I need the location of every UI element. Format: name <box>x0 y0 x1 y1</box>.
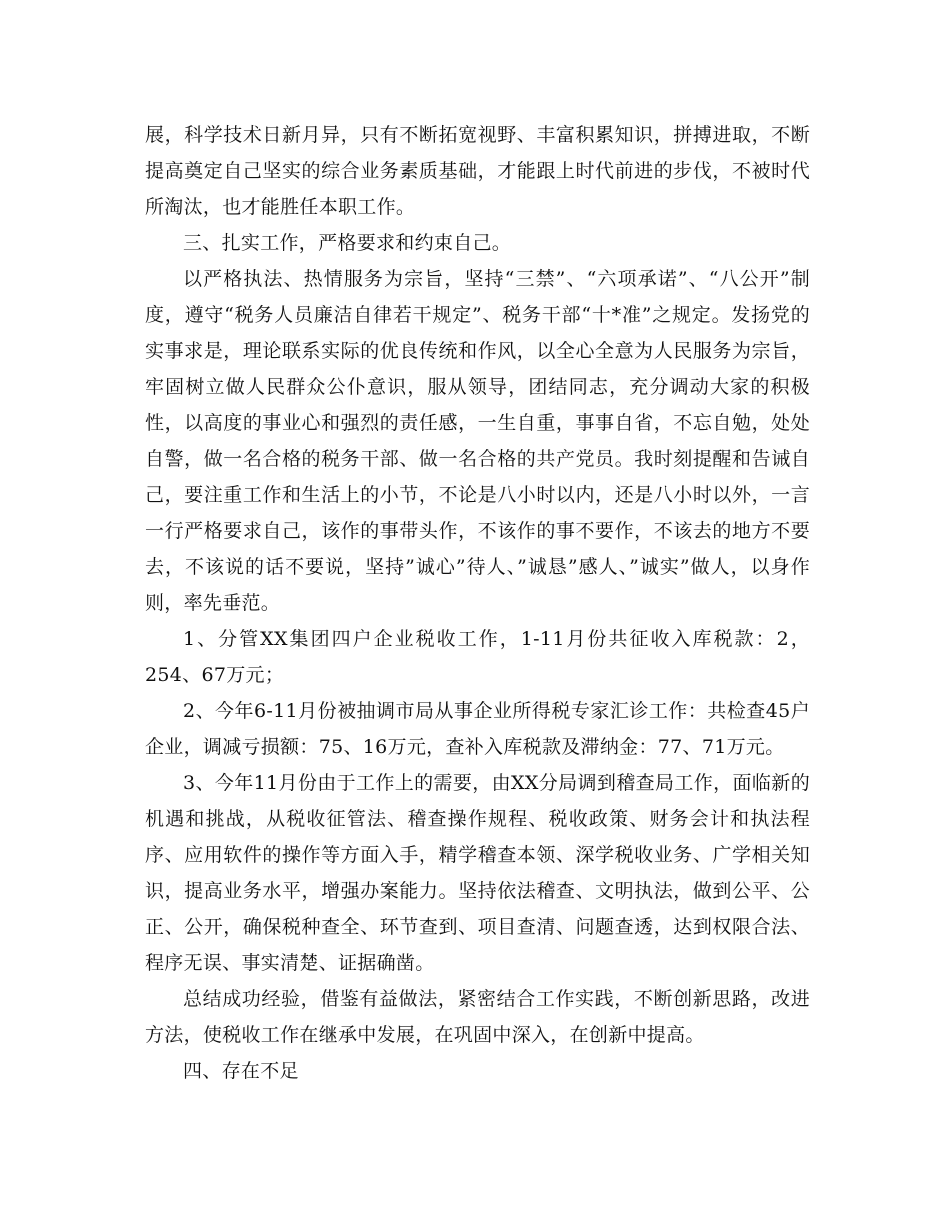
paragraph-summary: 总结成功经验，借鉴有益做法，紧密结合工作实践，不断创新思路，改进方法，使税收工作在继承中发展，在巩固中深入，在创新中提高。 <box>145 988 810 1046</box>
section-heading-three: 三、扎实工作，严格要求和约束自己。 <box>183 232 512 254</box>
paragraph-conduct: 以严格执法、热情服务为宗旨，坚持“三禁”、“六项承诺”、“八公开”制度，遵守“税务人员廉洁自律若干规定”、税务干部“十*准”之规定。发扬党的实事求是，理论联系实际的优良传统和作风，以全心全意为人民服务为宗旨，牢固树立做人民群众公仆意识，服从领导，团结同志，充分调动大家的积极性，以高度的事业心和强烈的责任感，一生自重，事事自省，不忘自勉，处处自警，做一名合格的税务干部、做一名合格的共产党员。我时刻提醒和告诫自己，要注重工作和生活上的小节，不论是八小时以内，还是八小时以外，一言一行严格要求自己，该作的事带头作，不该作的事不要作，不该去的地方不要去，不该说的话不要说，坚持”诚心”待人、”诚恳”感人、”诚实”做人，以身作则，率先垂范。 <box>145 268 810 614</box>
list-item-3: 3、今年11月份由于工作上的需要，由XX分局调到稽查局工作，面临新的机遇和挑战，从税收征管法、稽查操作规程、税收政策、财务会计和执法程序、应用软件的操作等方面入手，精学稽查本领、深学税收业务、广学相关知识，提高业务水平，增强办案能力。坚持依法稽查、文明执法，做到公平、公正、公开，确保税种查全、环节查到、项目查清、问题查透，达到权限合法、程序无误、事实清楚、证据确凿。 <box>145 772 810 974</box>
list-item-1: 1、分管XX集团四户企业税收工作，1-11月份共征收入库税款：2，254、67万元； <box>145 628 810 686</box>
document-page <box>145 117 810 1089</box>
list-item-2: 2、今年6-11月份被抽调市局从事企业所得税专家汇诊工作：共检查45户企业，调减亏损额：75、16万元，查补入库税款及滞纳金：77、71万元。 <box>145 700 810 758</box>
section-heading-four: 四、存在不足 <box>183 1060 299 1082</box>
paragraph-continuation: 展，科学技术日新月异，只有不断拓宽视野、丰富积累知识，拼搏进取，不断提高奠定自己坚实的综合业务素质基础，才能跟上时代前进的步伐，不被时代所淘汰，也才能胜任本职工作。 <box>145 124 810 218</box>
